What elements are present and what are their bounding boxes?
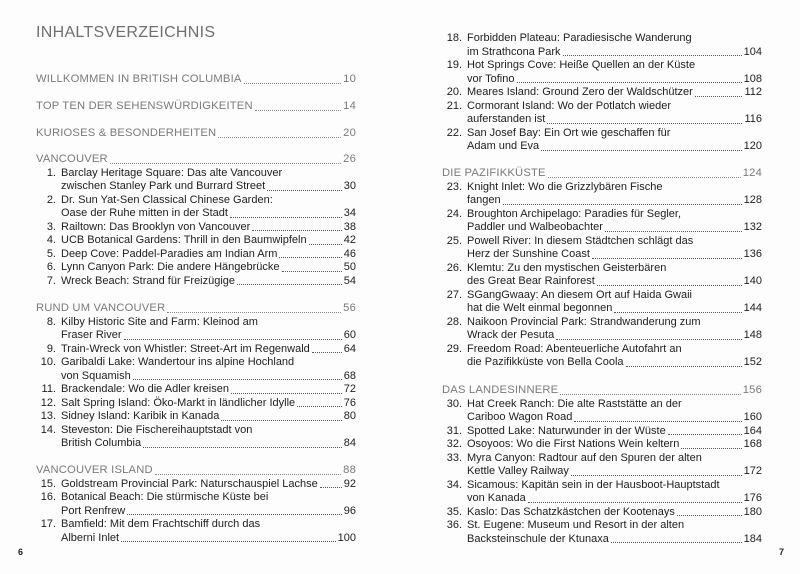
entry-page-number: 108 (743, 72, 762, 85)
dot-leader (668, 434, 742, 435)
dot-leader (556, 339, 741, 340)
toc-entry-line (442, 100, 762, 114)
entry-number: 17. (40, 518, 56, 530)
entry-title: Sidney Island: Karibik in Kanada (61, 410, 220, 422)
toc-entry-line (442, 113, 762, 127)
entry-page-number: 180 (743, 505, 762, 518)
entry-page-number: 136 (743, 248, 762, 260)
dot-leader (252, 230, 341, 231)
entry-title: Bamfield: Mit dem Frachtschiff durch das (61, 518, 261, 530)
entry-number: 5. (46, 247, 56, 260)
toc-entry-line (442, 343, 762, 357)
toc-entry-line (36, 329, 356, 343)
dot-leader (528, 502, 742, 503)
section-page-number: 14 (343, 100, 356, 112)
entry-title: UCB Botanical Gardens: Thrill in den Baumwipfeln (61, 234, 307, 246)
entry-number: 13. (40, 410, 56, 422)
dot-leader (560, 394, 740, 395)
entry-title: Dr. Sun Yat-Sen Classical Chinese Garden: (61, 193, 273, 206)
entry-title: Broughton Archipelago: Paradies für Segler, (467, 207, 682, 220)
section-page-number: 10 (343, 73, 356, 85)
entry-title: Kaslo: Das Schatzkästchen der Kootenays (467, 505, 675, 518)
section-page-number: 124 (742, 167, 762, 179)
section-header-row (442, 167, 762, 181)
entry-page-number: 148 (743, 329, 762, 341)
toc-entry-line (442, 398, 762, 412)
dot-leader (592, 258, 742, 259)
entry-title: Osoyoos: Wo die First Nations Wein keltern (467, 438, 680, 450)
section-header-row (442, 384, 762, 398)
page-number-left: 6 (18, 547, 24, 557)
toc-entry-line (442, 452, 762, 466)
entry-page-number: 152 (743, 356, 762, 368)
dot-leader (571, 475, 742, 476)
entry-number: 33. (446, 451, 462, 464)
entry-number: 1. (46, 166, 56, 179)
entry-number: 29. (446, 342, 462, 355)
dot-leader (143, 447, 342, 448)
entry-number: 3. (46, 220, 56, 233)
entry-number: 20. (446, 86, 462, 98)
toc-section (36, 153, 356, 288)
entry-title: hat die Welt einmal begonnen (467, 302, 613, 314)
entry-page-number: 64 (343, 342, 356, 355)
entry-number: 28. (446, 315, 462, 328)
dot-leader (267, 190, 342, 191)
toc-entry-line (36, 194, 356, 208)
section-page-number: 20 (343, 127, 356, 139)
dot-leader (244, 83, 342, 84)
entry-number: 31. (446, 424, 462, 437)
entry-number: 15. (40, 477, 56, 490)
toc-entry-line (442, 411, 762, 425)
entry-title: Wreck Beach: Strand für Freizügige (61, 274, 236, 287)
entry-title: auferstanden ist (467, 113, 546, 125)
dot-leader (218, 137, 341, 138)
dot-leader (127, 514, 342, 515)
entry-title: Powell River: In diesem Städtchen schlägt das (467, 234, 694, 247)
entry-title: Kilby Historic Site and Farm: Kleinod am (61, 315, 258, 328)
toc-entry-line (442, 316, 762, 330)
entry-number: 8. (46, 315, 56, 328)
entry-page-number: 80 (343, 410, 356, 422)
toc-entry-line (442, 32, 762, 46)
toc-entry-line (36, 180, 356, 194)
entry-title: Forbidden Plateau: Paradiesische Wanderung (467, 32, 692, 44)
entry-page-number: 54 (343, 274, 356, 287)
toc-entry-line (442, 492, 762, 506)
toc-entry-line (36, 221, 356, 235)
entry-page-number: 140 (743, 275, 762, 287)
entry-title: Lynn Canyon Park: Die andere Hängebrücke (61, 261, 280, 273)
entry-title: im Strathcona Park (467, 45, 561, 58)
toc-entry-line (442, 221, 762, 235)
entry-page-number: 72 (343, 383, 356, 395)
section-header-row (36, 153, 356, 167)
dot-leader (626, 366, 742, 367)
entry-number: 25. (446, 234, 462, 247)
toc-section (36, 302, 356, 451)
entry-page-number: 104 (743, 45, 762, 58)
section-page-number: 26 (343, 153, 356, 165)
entry-title: Botanical Beach: Die stürmische Küste bei (61, 491, 269, 503)
toc-entry-line (442, 127, 762, 141)
dot-leader (255, 110, 341, 111)
entry-page-number: 132 (743, 221, 762, 233)
entry-number: 12. (40, 396, 56, 409)
dot-leader (312, 352, 342, 353)
entry-title: Salt Spring Island: Öko-Markt in ländlicher Idylle (61, 396, 296, 409)
entry-title: Naikoon Provincial Park: Strandwanderung zum (467, 315, 701, 328)
toc-entry-line (442, 73, 762, 87)
dot-leader (167, 312, 341, 313)
entry-title: Railtown: Das Brooklyn von Vancouver (61, 220, 251, 233)
toc-section (36, 73, 356, 87)
section-header-row (36, 100, 356, 114)
entry-number: 18. (446, 32, 462, 44)
entry-number: 6. (46, 261, 56, 273)
section-header-row (36, 73, 356, 87)
entry-title: zwischen Stanley Park und Burrard Street (61, 180, 266, 192)
toc-entry-line (36, 397, 356, 411)
entry-title: Backsteinschule der Ktunaxa (467, 532, 609, 545)
entry-title: Train-Wreck von Whistler: Street-Art im Regenwald (61, 342, 310, 355)
dot-leader (124, 339, 342, 340)
toc-entry-line (36, 261, 356, 275)
entry-title: von Kanada (467, 492, 526, 504)
toc-section (442, 32, 762, 154)
dot-leader (605, 231, 742, 232)
entry-page-number: 112 (744, 86, 762, 98)
entry-title: Wrack der Pesuta (467, 329, 555, 341)
dot-leader (230, 217, 342, 218)
dot-leader (237, 284, 342, 285)
dot-leader (221, 420, 341, 421)
entry-number: 10. (40, 356, 56, 368)
entry-page-number: 176 (743, 492, 762, 504)
toc-entry-line (442, 506, 762, 520)
toc-entry-line (442, 519, 762, 533)
entry-number: 2. (46, 193, 56, 206)
dot-leader (681, 448, 741, 449)
entry-page-number: 92 (343, 477, 356, 490)
dot-leader (282, 271, 342, 272)
toc-entry-line (442, 46, 762, 60)
entry-page-number: 84 (343, 437, 356, 449)
toc-entry-line (442, 425, 762, 439)
dot-leader (279, 257, 341, 258)
entry-title: Oase der Ruhe mitten in der Stadt (61, 207, 228, 219)
section-header-row (36, 464, 356, 478)
dot-leader (297, 406, 342, 407)
entry-page-number: 34 (343, 207, 356, 219)
entry-page-number: 38 (343, 220, 356, 233)
toc-entry-line (442, 59, 762, 73)
entry-page-number: 144 (743, 302, 762, 314)
entry-number: 27. (446, 288, 462, 301)
entry-number: 32. (446, 438, 462, 450)
entry-title: Paddler und Walbeobachter (467, 221, 603, 233)
section-header-row (36, 302, 356, 316)
toc-entry-line (442, 262, 762, 276)
entry-title: fangen (467, 194, 501, 206)
toc-entry-line (442, 275, 762, 289)
entry-number: 23. (446, 180, 462, 193)
entry-title: Knight Inlet: Wo die Grizzlybären Fische (467, 180, 663, 193)
entry-title: vor Tofino (467, 72, 515, 85)
page-number-right: 7 (779, 547, 785, 557)
toc-entry-line (36, 167, 356, 181)
entry-number: 16. (40, 491, 56, 503)
toc-entry-line (442, 438, 762, 452)
entry-page-number: 96 (343, 504, 356, 517)
entry-page-number: 128 (743, 194, 762, 206)
entry-number: 19. (446, 59, 462, 71)
entry-title: Port Renfrew (61, 504, 126, 517)
dot-leader (574, 421, 741, 422)
toc-entry-line (36, 478, 356, 492)
dot-leader (614, 312, 741, 313)
dot-leader (231, 393, 342, 394)
entry-page-number: 50 (343, 261, 356, 273)
toc-entry-line (36, 316, 356, 330)
dot-leader (503, 204, 742, 205)
toc-section (442, 384, 762, 546)
section-header-title: DAS LANDESINNERE (442, 384, 559, 396)
section-header-title: RUND UM VANCOUVER (36, 302, 166, 314)
entry-title: die Pazifikküste von Bella Coola (467, 356, 624, 368)
entry-number: 22. (446, 126, 462, 139)
entry-number: 7. (46, 274, 56, 287)
entry-title: von Squamish (61, 369, 131, 382)
entry-page-number: 42 (343, 234, 356, 246)
entry-title: Fraser River (61, 329, 122, 341)
entry-title: Herz der Sunshine Coast (467, 248, 590, 260)
entry-number: 30. (446, 397, 462, 410)
entry-number: 11. (41, 383, 56, 395)
toc-entry-line (442, 181, 762, 195)
page-title: INHALTSVERZEICHNIS (36, 24, 216, 41)
toc-entry-line (442, 533, 762, 547)
toc-entry-line (442, 194, 762, 208)
section-header-row (36, 127, 356, 141)
entry-title: Spotted Lake: Naturwunder in der Wüste (467, 424, 666, 437)
toc-entry-line (36, 248, 356, 262)
entry-title: Garibaldi Lake: Wandertour ins alpine Hochland (61, 356, 295, 368)
dot-leader (121, 541, 336, 542)
toc-entry-line (442, 248, 762, 262)
toc-entry-line (36, 207, 356, 221)
entry-title: Hot Springs Cove: Heiße Quellen an der Küste (467, 59, 696, 71)
entry-page-number: 160 (743, 411, 762, 423)
toc-entry-line (442, 479, 762, 493)
section-header-title: KURIOSES & BESONDERHEITEN (36, 127, 217, 139)
dot-leader (597, 285, 742, 286)
entry-page-number: 60 (343, 329, 356, 341)
toc-entry-line (36, 410, 356, 424)
entry-page-number: 184 (743, 532, 762, 545)
toc-section (36, 127, 356, 141)
section-header-title: DIE PAZIFIKKÜSTE (442, 167, 546, 179)
toc-entry-line (36, 343, 356, 357)
section-header-title: WILLKOMMEN IN BRITISH COLUMBIA (36, 73, 242, 85)
entry-title: Steveston: Die Fischereihauptstadt von (61, 423, 253, 436)
toc-entry-line (36, 437, 356, 451)
entry-title: Cariboo Wagon Road (467, 411, 573, 423)
entry-title: des Great Bear Rainforest (467, 275, 595, 287)
entry-page-number: 76 (343, 396, 356, 409)
toc-entry-line (442, 329, 762, 343)
dot-leader (547, 123, 742, 124)
entry-title: Adam und Eva (467, 140, 540, 152)
dot-leader (517, 82, 742, 83)
entry-number: 4. (46, 234, 56, 246)
toc-entry-line (442, 289, 762, 303)
toc-entry-line (36, 383, 356, 397)
toc-entry-line (36, 491, 356, 505)
entry-title: Hat Creek Ranch: Die alte Raststätte an der (467, 397, 682, 410)
entry-number: 14. (40, 423, 56, 436)
toc-entry-line (36, 532, 356, 546)
section-header-title: TOP TEN DER SEHENSWÜRDIGKEITEN (36, 100, 253, 112)
toc-entry-line (36, 518, 356, 532)
entry-number: 24. (446, 207, 462, 220)
section-page-number: 56 (343, 302, 356, 314)
entry-page-number: 168 (743, 438, 762, 450)
toc-section (36, 100, 356, 114)
entry-page-number: 164 (743, 424, 762, 437)
entry-title: Alberni Inlet (61, 531, 120, 544)
dot-leader (133, 379, 342, 380)
entry-title: Brackendale: Wo die Adler kreisen (61, 383, 229, 395)
entry-title: Sicamous: Kapitän sein in der Hausboot-Hauptstadt (467, 478, 720, 491)
entry-number: 36. (446, 519, 462, 531)
entry-title: British Columbia (61, 437, 142, 449)
dot-leader (695, 96, 743, 97)
entry-number: 21. (446, 99, 462, 112)
entry-page-number: 68 (343, 369, 356, 382)
entry-page-number: 120 (743, 140, 762, 152)
entry-title: Barclay Heritage Square: Das alte Vancouver (61, 166, 283, 179)
entry-title: Kettle Valley Railway (467, 465, 569, 477)
toc-entry-line (36, 424, 356, 438)
entry-number: 35. (446, 505, 462, 518)
dot-leader (611, 542, 742, 543)
toc-entry-line (442, 465, 762, 479)
entry-page-number: 30 (343, 180, 356, 192)
toc-entry-line (36, 234, 356, 248)
dot-leader (677, 515, 742, 516)
entry-page-number: 100 (337, 531, 356, 544)
toc-entry-line (442, 235, 762, 249)
entry-title: Myra Canyon: Radtour auf den Spuren der alten (467, 451, 702, 464)
toc-entry-line (442, 208, 762, 222)
entry-number: 26. (446, 261, 462, 274)
entry-title: San Josef Bay: Ein Ort wie geschaffen für (467, 126, 671, 139)
toc-entry-line (442, 140, 762, 154)
entry-title: Deep Cove: Paddel-Paradies am Indian Arm (61, 247, 278, 260)
entry-title: Meares Island: Ground Zero der Waldschützer (467, 86, 693, 98)
dot-leader (110, 163, 341, 164)
section-page-number: 88 (343, 464, 356, 476)
entry-title: St. Eugene: Museum und Resort in der alten (467, 519, 685, 531)
toc-entry-line (36, 275, 356, 289)
section-header-title: VANCOUVER (36, 153, 108, 165)
entry-page-number: 46 (343, 247, 356, 260)
section-page-number: 156 (742, 384, 762, 396)
entry-page-number: 116 (744, 113, 762, 125)
entry-title: Freedom Road: Abenteuerliche Autofahrt an (467, 342, 682, 355)
toc-entry-line (36, 356, 356, 370)
toc-entry-line (442, 86, 762, 100)
entry-page-number: 172 (743, 465, 762, 477)
toc-entry-line (36, 505, 356, 519)
dot-leader (309, 244, 342, 245)
section-header-title: VANCOUVER ISLAND (36, 464, 153, 476)
toc-entry-line (442, 356, 762, 370)
toc-section (442, 167, 762, 370)
toc-section (36, 464, 356, 545)
dot-leader (548, 177, 741, 178)
entry-number: 34. (446, 478, 462, 491)
entry-title: SGangGwaay: An diesem Ort auf Haida Gwaii (467, 288, 692, 301)
dot-leader (320, 487, 342, 488)
toc-entry-line (442, 302, 762, 316)
entry-title: Cormorant Island: Wo der Potlatch wieder (467, 99, 671, 112)
entry-title: Goldstream Provincial Park: Naturschauspiel Lachse (61, 477, 318, 490)
dot-leader (155, 474, 341, 475)
dot-leader (563, 55, 742, 56)
dot-leader (541, 150, 741, 151)
toc-entry-line (36, 370, 356, 384)
entry-title: Klemtu: Zu den mystischen Geisterbären (467, 261, 667, 274)
entry-number: 9. (46, 342, 56, 355)
